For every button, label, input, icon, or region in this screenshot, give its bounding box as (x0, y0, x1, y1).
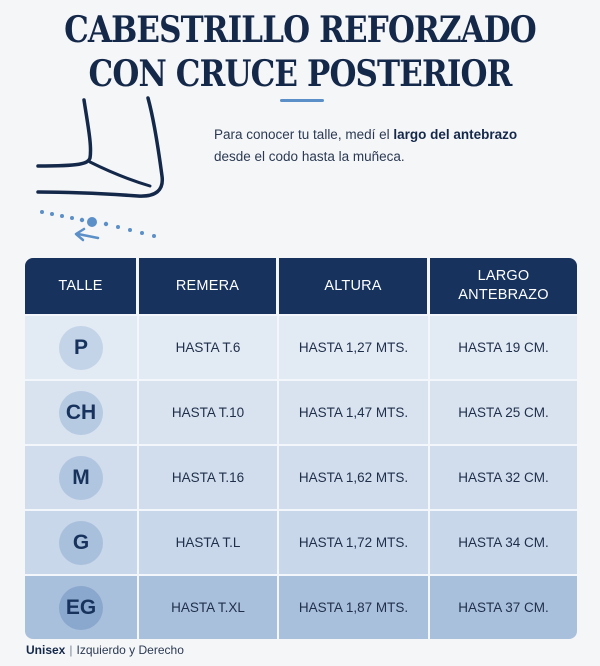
instructions-highlight: largo del antebrazo (393, 127, 518, 142)
altura-cell: HASTA 1,27 MTS. (279, 314, 430, 379)
size-table (25, 258, 577, 639)
largo-cell: HASTA 32 CM. (430, 444, 577, 509)
instructions-text-2: desde el codo hasta la muñeca. (214, 149, 405, 164)
size-badge: G (59, 521, 103, 565)
table-header (25, 258, 577, 314)
altura-cell: HASTA 1,72 MTS. (279, 509, 430, 574)
remera-cell: HASTA T.L (139, 509, 279, 574)
altura-cell: HASTA 1,47 MTS. (279, 379, 430, 444)
header-remera: REMERA (139, 258, 279, 314)
altura-cell: HASTA 1,87 MTS. (279, 574, 430, 639)
header-altura: ALTURA (279, 258, 430, 314)
table-row (25, 509, 577, 574)
title-line-1: CABESTRILLO REFORZADO (64, 9, 536, 51)
size-badge: P (59, 326, 103, 370)
header-largo-line2: ANTEBRAZO (458, 287, 549, 303)
header-largo-line1: LARGO (477, 268, 530, 284)
footer-sides: Izquierdo y Derecho (76, 643, 184, 657)
header-largo-antebrazo (430, 258, 577, 314)
size-badge: EG (59, 586, 103, 630)
table-row (25, 444, 577, 509)
largo-cell: HASTA 37 CM. (430, 574, 577, 639)
footer-separator: | (69, 643, 73, 657)
header-talle: TALLE (25, 258, 139, 314)
size-badge: CH (59, 391, 103, 435)
remera-cell: HASTA T.10 (139, 379, 279, 444)
size-badge: M (59, 456, 103, 500)
instructions-text: Para conocer tu talle, medí el (214, 127, 394, 142)
remera-cell: HASTA T.XL (139, 574, 279, 639)
title-underline (280, 99, 324, 102)
table-row (25, 379, 577, 444)
table-row (25, 574, 577, 639)
largo-cell: HASTA 19 CM. (430, 314, 577, 379)
title-line-2: CON CRUCE POSTERIOR (88, 53, 512, 95)
footer-unisex: Unisex (26, 643, 66, 657)
page-title (42, 8, 558, 96)
footer-note (26, 643, 184, 657)
largo-cell: HASTA 25 CM. (430, 379, 577, 444)
measure-instructions (214, 124, 584, 168)
remera-cell: HASTA T.16 (139, 444, 279, 509)
table-row (25, 314, 577, 379)
altura-cell: HASTA 1,62 MTS. (279, 444, 430, 509)
largo-cell: HASTA 34 CM. (430, 509, 577, 574)
remera-cell: HASTA T.6 (139, 314, 279, 379)
arm-measure-illustration-icon (30, 96, 180, 246)
